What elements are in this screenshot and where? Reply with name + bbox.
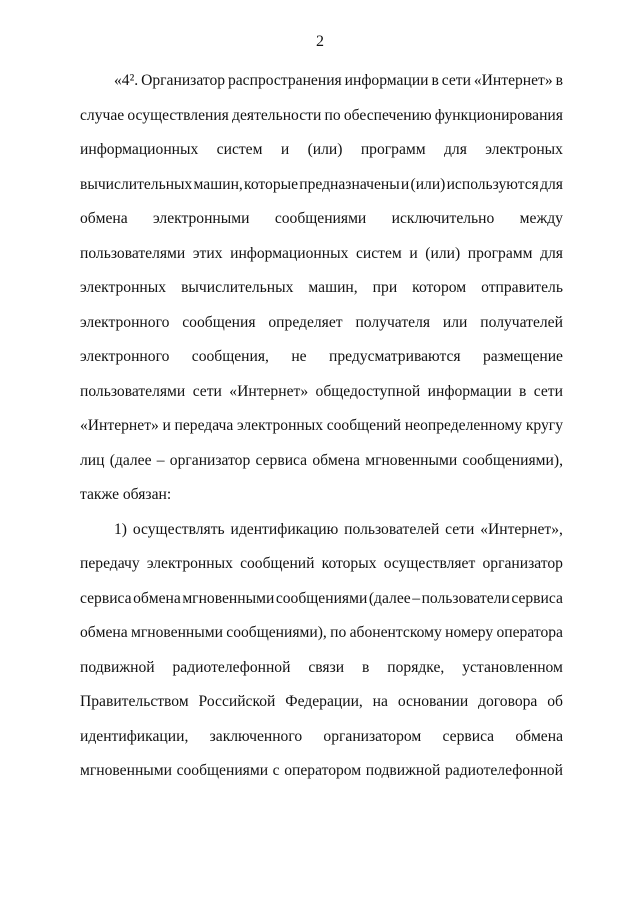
word: в bbox=[362, 658, 370, 676]
word: об bbox=[547, 693, 563, 710]
text-line bbox=[80, 622, 563, 657]
text-line bbox=[80, 726, 563, 761]
text-line bbox=[80, 381, 563, 416]
word: информации bbox=[344, 72, 429, 89]
word: по bbox=[330, 624, 347, 641]
word: установленном bbox=[462, 658, 563, 676]
word: сервиса bbox=[511, 589, 563, 607]
word: информационных bbox=[230, 244, 349, 262]
word: для bbox=[540, 175, 563, 193]
text-line bbox=[80, 519, 563, 554]
word: сообщений bbox=[326, 417, 402, 434]
word: сообщениями), bbox=[226, 624, 327, 641]
word: машин, bbox=[193, 175, 243, 193]
word: мгновенными bbox=[182, 589, 275, 607]
word: «Интернет» bbox=[229, 382, 309, 400]
text-line bbox=[80, 657, 563, 692]
text-line bbox=[80, 70, 563, 105]
text-line bbox=[80, 312, 563, 347]
text-line bbox=[80, 415, 563, 450]
word: договора bbox=[478, 693, 538, 710]
word: идентификации, bbox=[80, 727, 189, 745]
word: и bbox=[280, 141, 290, 158]
word: (далее bbox=[109, 451, 152, 469]
word: используются bbox=[446, 175, 539, 193]
word: мгновенными bbox=[80, 762, 172, 779]
word: абонентскому bbox=[349, 624, 442, 641]
word: Организатор bbox=[141, 72, 226, 89]
word: оператора bbox=[496, 624, 563, 641]
word: сообщения, bbox=[191, 348, 269, 365]
word: сообщениями), bbox=[462, 451, 563, 469]
word: 1) bbox=[114, 520, 127, 538]
word: Федерации, bbox=[285, 693, 363, 710]
word: получателей bbox=[480, 313, 563, 331]
word: номеру bbox=[445, 624, 494, 641]
word: электронных bbox=[80, 279, 167, 296]
word: программ bbox=[467, 244, 533, 262]
word: пользователями bbox=[80, 382, 186, 400]
word: пользователи bbox=[421, 589, 510, 607]
word: электронных bbox=[146, 555, 233, 572]
page-number: 2 bbox=[316, 33, 324, 50]
word: осуществляет bbox=[383, 555, 476, 572]
word: сообщений bbox=[240, 555, 315, 572]
word: которые bbox=[244, 175, 299, 193]
word: «Интернет» bbox=[473, 72, 553, 89]
word: – bbox=[156, 451, 165, 469]
word: организатор bbox=[482, 555, 563, 572]
word: сервиса bbox=[80, 589, 132, 607]
word: функционирования bbox=[434, 106, 563, 124]
word: передача bbox=[174, 417, 234, 434]
word: «Интернет» bbox=[80, 417, 159, 434]
word: и bbox=[400, 175, 410, 193]
word: обмена bbox=[515, 727, 563, 745]
word: определяет bbox=[268, 313, 343, 331]
word: сервиса bbox=[442, 727, 495, 745]
text-line bbox=[80, 484, 563, 519]
word: «Интернет», bbox=[480, 520, 563, 538]
word: сети bbox=[441, 72, 471, 89]
word: обеспечению bbox=[343, 106, 432, 124]
word: мгновенными bbox=[365, 451, 458, 469]
word: подвижной bbox=[80, 658, 155, 676]
word: сообщения bbox=[182, 313, 256, 331]
text-line bbox=[80, 139, 563, 174]
word: пользователей bbox=[344, 520, 440, 538]
word: вычислительных bbox=[181, 279, 294, 296]
word: радиотелефонной bbox=[172, 658, 291, 676]
word: предусматриваются bbox=[329, 348, 461, 365]
word: осуществления bbox=[127, 106, 229, 124]
word: порядке, bbox=[387, 658, 445, 676]
word: при bbox=[372, 279, 398, 296]
word: (или) bbox=[410, 175, 446, 193]
text-line bbox=[80, 243, 563, 278]
word: в bbox=[555, 72, 563, 89]
word: электронного bbox=[80, 348, 170, 365]
word: информационных bbox=[80, 141, 199, 158]
word: электронного bbox=[80, 313, 170, 331]
word: размещение bbox=[482, 348, 563, 365]
word: обмена bbox=[80, 210, 128, 227]
word: котором bbox=[412, 279, 467, 296]
word: оператором bbox=[284, 762, 362, 779]
word: подвижной bbox=[365, 762, 441, 779]
word: передачу bbox=[80, 555, 140, 572]
word: для bbox=[540, 244, 563, 262]
word: сети bbox=[192, 382, 222, 400]
word: мгновенными bbox=[130, 624, 223, 641]
word: связи bbox=[308, 658, 345, 676]
word: (или) bbox=[307, 141, 343, 158]
word: деятельности bbox=[232, 106, 322, 124]
word: систем bbox=[355, 244, 402, 262]
word: этих bbox=[192, 244, 223, 262]
word: (или) bbox=[425, 244, 461, 262]
word: и bbox=[409, 244, 418, 262]
text-line bbox=[80, 450, 563, 485]
word: осуществлять bbox=[132, 520, 225, 538]
word: обмена bbox=[312, 451, 360, 469]
word: сообщениями bbox=[274, 210, 367, 227]
word: неопределенному bbox=[404, 417, 523, 434]
word: общедоступной bbox=[315, 382, 421, 400]
word: случае bbox=[80, 106, 125, 124]
word: идентификацию bbox=[230, 520, 339, 538]
word: получателя bbox=[355, 313, 431, 331]
word: лиц bbox=[80, 451, 105, 469]
word: сообщениями bbox=[275, 589, 368, 607]
word: вычислительных bbox=[80, 175, 193, 193]
word: машин, bbox=[308, 279, 358, 296]
text-line bbox=[80, 691, 563, 726]
word: которых bbox=[321, 555, 377, 572]
word: предназначены bbox=[299, 175, 400, 193]
text-line bbox=[80, 553, 563, 588]
word: «4². bbox=[114, 72, 139, 89]
word: с bbox=[272, 762, 280, 779]
word: и bbox=[162, 417, 171, 434]
word: сервиса bbox=[255, 451, 308, 469]
text-line bbox=[80, 277, 563, 312]
word: сети bbox=[445, 520, 475, 538]
word: сети bbox=[533, 382, 563, 400]
word: кругу bbox=[525, 417, 563, 434]
word: (далее bbox=[368, 589, 411, 607]
word: в bbox=[518, 382, 527, 400]
word: распространения bbox=[227, 72, 342, 89]
word: на bbox=[372, 693, 388, 710]
word: или bbox=[442, 313, 468, 331]
word: программ bbox=[360, 141, 426, 158]
text-line bbox=[80, 105, 563, 140]
word: пользователями bbox=[80, 244, 186, 262]
word: организатором bbox=[323, 727, 422, 745]
word: электронных bbox=[236, 417, 324, 434]
text-line bbox=[80, 588, 563, 623]
word: электроных bbox=[485, 141, 563, 158]
text-fragment: также обязан: bbox=[80, 486, 172, 503]
word: для bbox=[443, 141, 467, 158]
text-line bbox=[80, 208, 563, 243]
word: не bbox=[291, 348, 307, 365]
word: радиотелефонной bbox=[444, 762, 563, 779]
word: Российской bbox=[198, 693, 276, 710]
word: заключенного bbox=[209, 727, 303, 745]
word: исключительно bbox=[391, 210, 495, 227]
word: в bbox=[431, 72, 439, 89]
text-line bbox=[80, 760, 563, 795]
document-body bbox=[80, 70, 563, 795]
word: обмена bbox=[133, 589, 181, 607]
text-line bbox=[80, 346, 563, 381]
word: обмена bbox=[80, 624, 128, 641]
word: электронными bbox=[153, 210, 250, 227]
word: – bbox=[412, 589, 421, 607]
word: Правительством bbox=[80, 693, 189, 710]
word: организатор bbox=[169, 451, 251, 469]
word: по bbox=[324, 106, 341, 124]
word: систем bbox=[216, 141, 263, 158]
word: основании bbox=[397, 693, 469, 710]
word: отправитель bbox=[481, 279, 563, 296]
text-line bbox=[80, 174, 563, 209]
word: между bbox=[519, 210, 563, 227]
word: информации bbox=[427, 382, 512, 400]
word: сообщениями bbox=[176, 762, 269, 779]
